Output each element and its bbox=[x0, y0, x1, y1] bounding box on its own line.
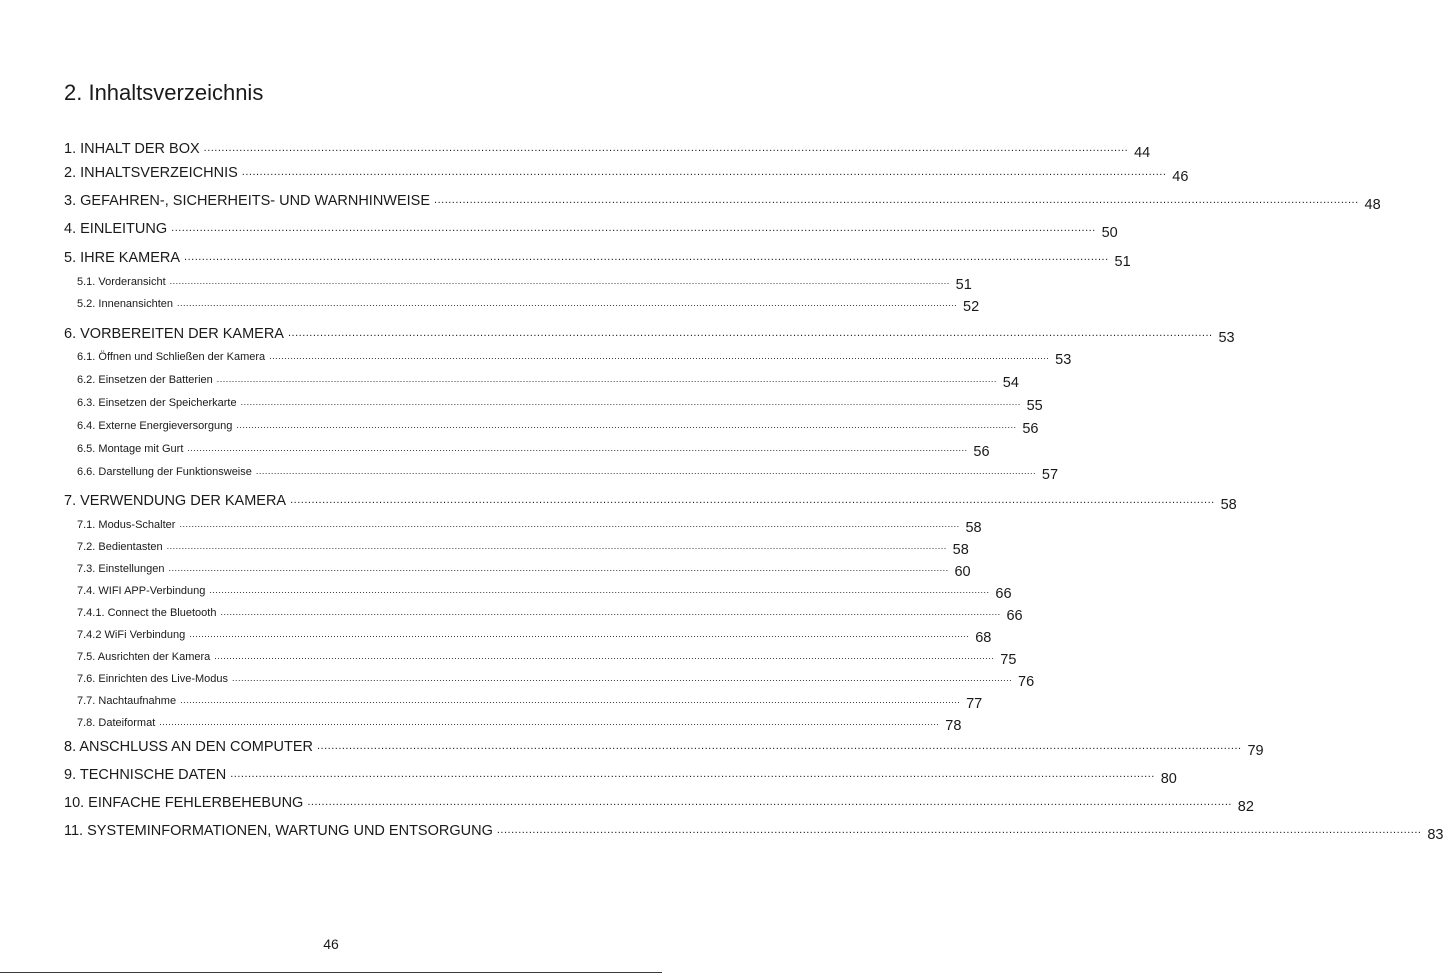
toc-entry[interactable] bbox=[64, 537, 969, 558]
dot-leader: .................................................................................................................................................................................................................................................................... bbox=[180, 695, 961, 705]
toc-entry-page: 79 bbox=[1247, 742, 1264, 759]
toc-entry-page: 83 bbox=[1427, 826, 1443, 843]
toc-entry-page: 68 bbox=[975, 629, 992, 646]
toc-entry-title: 1. INHALT DER BOX bbox=[64, 140, 200, 157]
toc-entry-title: 9. TECHNISCHE DATEN bbox=[64, 766, 227, 783]
dot-leader: .................................................................................................................................................................................................................................................................... bbox=[269, 351, 1050, 361]
toc-entry[interactable] bbox=[64, 515, 982, 536]
dot-leader: .................................................................................................................................................................................................................................................................... bbox=[203, 142, 1129, 154]
toc-entry-title: 2. INHALTSVERZEICHNIS bbox=[64, 164, 238, 181]
toc-entry-page: 55 bbox=[1026, 397, 1043, 414]
dot-leader: .................................................................................................................................................................................................................................................................... bbox=[255, 466, 1037, 476]
toc-entry-title: 7.5. Ausrichten der Kamera bbox=[77, 651, 211, 663]
toc-entry-title: 6.4. Externe Energieversorgung bbox=[77, 420, 233, 432]
toc-entry-page: 75 bbox=[1000, 651, 1017, 668]
dot-leader: .................................................................................................................................................................................................................................................................... bbox=[177, 298, 958, 308]
toc-entry-title: 6.3. Einsetzen der Speicherkarte bbox=[77, 397, 237, 409]
toc-entry-title: 6. VORBEREITEN DER KAMERA bbox=[64, 325, 284, 342]
toc-entry[interactable] bbox=[64, 160, 1189, 185]
toc-entry-page: 56 bbox=[973, 443, 990, 460]
bottom-rule bbox=[0, 972, 662, 973]
toc-entry-title: 3. GEFAHREN-, SICHERHEITS- UND WARNHINWEISE bbox=[64, 192, 431, 209]
toc-entry[interactable] bbox=[64, 762, 1177, 787]
toc-entry-page: 58 bbox=[1220, 496, 1237, 513]
toc-entry-title: 8. ANSCHLUSS AN DEN COMPUTER bbox=[64, 738, 313, 755]
toc-entry[interactable] bbox=[64, 462, 1059, 483]
toc-entry-title: 7.3. Einstellungen bbox=[77, 563, 165, 575]
toc-entry[interactable] bbox=[64, 321, 1235, 346]
dot-leader: .................................................................................................................................................................................................................................................................... bbox=[171, 222, 1096, 234]
dot-leader: .................................................................................................................................................................................................................................................................... bbox=[187, 443, 968, 453]
toc-entry-page: 53 bbox=[1055, 351, 1072, 368]
toc-entry-title: 7.7. Nachtaufnahme bbox=[77, 695, 177, 707]
toc-entry-title: 6.5. Montage mit Gurt bbox=[77, 443, 184, 455]
dot-leader: .................................................................................................................................................................................................................................................................... bbox=[287, 327, 1213, 339]
dot-leader: .................................................................................................................................................................................................................................................................... bbox=[209, 585, 990, 595]
toc-entry-page: 66 bbox=[1006, 607, 1023, 624]
dot-leader: .................................................................................................................................................................................................................................................................... bbox=[216, 374, 997, 384]
toc-entry-title: 7.4.2 WiFi Verbindung bbox=[77, 629, 186, 641]
toc-entry[interactable] bbox=[64, 294, 980, 315]
toc-entry-page: 82 bbox=[1237, 798, 1254, 815]
dot-leader: .................................................................................................................................................................................................................................................................... bbox=[290, 494, 1215, 506]
toc-entry[interactable] bbox=[64, 416, 1039, 437]
toc-entry-page: 80 bbox=[1160, 770, 1177, 787]
toc-entry[interactable] bbox=[64, 581, 1012, 602]
toc-entry-page: 57 bbox=[1041, 466, 1059, 483]
dot-leader: .................................................................................................................................................................................................................................................................... bbox=[166, 541, 947, 551]
toc-entry-page: 53 bbox=[1218, 329, 1235, 346]
toc-entry-title: 4. EINLEITUNG bbox=[64, 220, 168, 237]
dot-leader: .................................................................................................................................................................................................................................................................... bbox=[232, 673, 1013, 683]
toc-entry-title: 6.6. Darstellung der Funktionsweise bbox=[77, 466, 252, 478]
toc-entry[interactable] bbox=[64, 669, 1035, 690]
toc-entry-page: 51 bbox=[1114, 253, 1131, 270]
toc-entry-title: 5.2. Innenansichten bbox=[77, 298, 174, 310]
dot-leader: .................................................................................................................................................................................................................................................................... bbox=[434, 194, 1359, 206]
toc-entry-page: 54 bbox=[1002, 374, 1019, 391]
toc-entry[interactable] bbox=[64, 272, 972, 293]
toc-entry-page: 60 bbox=[954, 563, 971, 580]
dot-leader: .................................................................................................................................................................................................................................................................... bbox=[496, 824, 1422, 836]
dot-leader: .................................................................................................................................................................................................................................................................... bbox=[214, 651, 995, 661]
toc-entry-page: 50 bbox=[1101, 224, 1118, 241]
toc-entry[interactable] bbox=[64, 370, 1019, 391]
dot-leader: .................................................................................................................................................................................................................................................................... bbox=[168, 563, 949, 573]
dot-leader: .................................................................................................................................................................................................................................................................... bbox=[240, 397, 1021, 407]
toc-entry-page: 51 bbox=[955, 276, 972, 293]
dot-leader: .................................................................................................................................................................................................................................................................... bbox=[220, 607, 1001, 617]
toc-entry-page: 76 bbox=[1018, 673, 1035, 690]
toc-entry-page: 58 bbox=[965, 519, 982, 536]
dot-leader: .................................................................................................................................................................................................................................................................... bbox=[307, 796, 1232, 808]
toc-entry-title: 7. VERWENDUNG DER KAMERA bbox=[64, 492, 287, 509]
toc-entry[interactable] bbox=[64, 647, 1017, 668]
page-number: 46 bbox=[323, 936, 339, 952]
toc-entry-title: 7.2. Bedientasten bbox=[77, 541, 163, 553]
toc-entry-page: 52 bbox=[963, 298, 980, 315]
dot-leader: .................................................................................................................................................................................................................................................................... bbox=[169, 276, 950, 286]
toc-entry-title: 7.4. WIFI APP-Verbindung bbox=[77, 585, 206, 597]
toc-entry[interactable] bbox=[64, 439, 990, 460]
toc-entry[interactable] bbox=[64, 188, 1381, 213]
toc-entry[interactable] bbox=[64, 136, 1151, 161]
toc-entry[interactable] bbox=[64, 347, 1072, 368]
toc-entry[interactable] bbox=[64, 216, 1118, 241]
toc-entry[interactable] bbox=[64, 559, 971, 580]
toc-entry-title: 11. SYSTEMINFORMATIONEN, WARTUNG UND ENTSORGUNG bbox=[64, 822, 493, 839]
toc-entry[interactable] bbox=[64, 734, 1264, 759]
toc-entry-page: 56 bbox=[1022, 420, 1039, 437]
toc-entry[interactable] bbox=[64, 603, 1023, 624]
dot-leader: .................................................................................................................................................................................................................................................................... bbox=[230, 768, 1155, 780]
toc-entry-title: 10. EINFACHE FEHLERBEHEBUNG bbox=[64, 794, 304, 811]
toc-entry-page: 58 bbox=[952, 541, 969, 558]
dot-leader: .................................................................................................................................................................................................................................................................... bbox=[184, 251, 1109, 263]
toc-entry[interactable] bbox=[64, 393, 1043, 414]
toc-entry-page: 44 bbox=[1134, 144, 1151, 161]
page-title: 2. Inhaltsverzeichnis bbox=[64, 80, 264, 105]
toc-entry-title: 5. IHRE KAMERA bbox=[64, 249, 181, 266]
dot-leader: .................................................................................................................................................................................................................................................................... bbox=[189, 629, 970, 639]
toc-entry-title: 6.2. Einsetzen der Batterien bbox=[77, 374, 213, 386]
toc-entry[interactable] bbox=[64, 713, 962, 734]
toc-entry[interactable] bbox=[64, 790, 1254, 815]
toc-entry[interactable] bbox=[64, 625, 992, 646]
dot-leader: .................................................................................................................................................................................................................................................................... bbox=[236, 420, 1017, 430]
dot-leader: .................................................................................................................................................................................................................................................................... bbox=[316, 740, 1242, 752]
toc-entry-page: 78 bbox=[945, 717, 962, 734]
toc-entry-title: 6.1. Öffnen und Schließen der Kamera bbox=[77, 351, 266, 363]
toc-entry-title: 7.6. Einrichten des Live-Modus bbox=[77, 673, 229, 685]
toc-entry[interactable] bbox=[64, 245, 1131, 270]
dot-leader: .................................................................................................................................................................................................................................................................... bbox=[241, 166, 1167, 178]
dot-leader: .................................................................................................................................................................................................................................................................... bbox=[159, 717, 940, 727]
toc-entry-title: 7.1. Modus-Schalter bbox=[77, 519, 176, 531]
toc-entry-title: 7.4.1. Connect the Bluetooth bbox=[77, 607, 217, 619]
toc-entry-title: 7.8. Dateiformat bbox=[77, 717, 156, 729]
toc-entry[interactable] bbox=[64, 691, 983, 712]
dot-leader: .................................................................................................................................................................................................................................................................... bbox=[179, 519, 960, 529]
toc-entry-page: 48 bbox=[1364, 196, 1381, 213]
toc-entry-title: 5.1. Vorderansicht bbox=[77, 276, 166, 288]
toc-entry[interactable] bbox=[64, 488, 1237, 513]
toc-entry-page: 46 bbox=[1172, 168, 1189, 185]
toc-entry-page: 66 bbox=[995, 585, 1012, 602]
toc-entry-page: 77 bbox=[966, 695, 983, 712]
toc-entry[interactable] bbox=[64, 818, 1443, 843]
